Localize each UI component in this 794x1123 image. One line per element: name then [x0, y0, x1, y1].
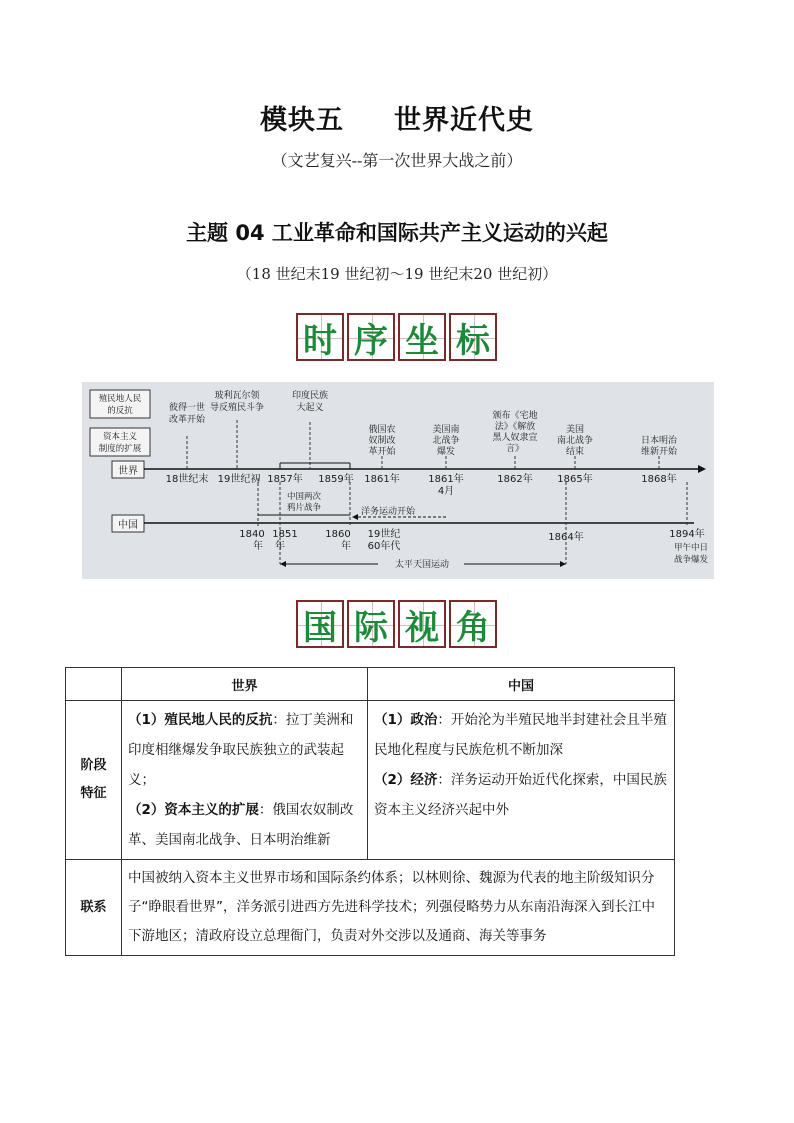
- banner-char: 视: [398, 600, 446, 648]
- connection-cell: 中国被纳入资本主义世界市场和国际条约体系；以林则徐、魏源为代表的地主阶级知识分子“睁眼看世界”，洋务派引进西方先进科学技术；列强侵略势力从东南沿海深入到长江中下游地区；清政府设立总理衙门，负责对外交涉以及通商、海关等事务: [122, 860, 675, 956]
- row-label-features: 阶段 特征: [66, 701, 122, 860]
- date-d7: 1862年: [497, 474, 533, 485]
- event-e2-2: 导反殖民斗争: [209, 403, 265, 413]
- timeline-diagram: [82, 382, 714, 579]
- event-e3-2: 大起义: [296, 403, 324, 413]
- event-sino-japanese-2: 战争爆发: [673, 555, 709, 565]
- date-d9: 1868年: [641, 474, 677, 485]
- china-features-cell: （1）政治：开始沦为半殖民地半封建社会且半殖民地化程度与民族危机不断加深 （2）经济：洋务运动开始近代化探索，中国民族资本主义经济兴起中外: [368, 701, 675, 860]
- header-china: 中国: [368, 668, 675, 701]
- event-opium-1: 中国两次: [286, 492, 322, 502]
- date-c3a: 1860: [325, 529, 351, 540]
- event-e7-3: 结束: [565, 447, 585, 457]
- event-e8-1: 日本明治: [640, 436, 678, 446]
- event-e6-2: 法》《解放: [494, 422, 536, 432]
- taiping-arrow-right: [560, 561, 566, 567]
- table-row: [66, 701, 675, 860]
- banner-char: 角: [449, 600, 497, 648]
- label-world: 世界: [118, 466, 138, 477]
- event-e7-2: 南北战争: [556, 436, 594, 446]
- event-taiping: 太平天国运动: [394, 560, 450, 570]
- event-e8-2: 维新开始: [640, 447, 678, 457]
- event-sino-japanese-1: 甲午中日: [673, 543, 709, 553]
- table-row: [66, 860, 675, 956]
- event-e2-1: 玻利瓦尔领: [214, 391, 260, 401]
- module-title: 模块五 世界近代史: [260, 105, 534, 136]
- date-d6b: 4月: [437, 486, 455, 497]
- banner-international: [296, 600, 497, 648]
- event-opium-2: 鸦片战争: [286, 503, 322, 513]
- event-e6-3: 黑人奴隶宣: [492, 433, 538, 443]
- topic-subtitle: （18 世纪末19 世纪初～19 世纪末20 世纪初）: [236, 265, 558, 283]
- date-d6a: 1861年: [428, 474, 464, 485]
- world-axis-arrow: [698, 465, 706, 473]
- label-colonial-1: 殖民地人民: [98, 394, 142, 404]
- event-e4-3: 革开始: [368, 447, 396, 457]
- date-d8: 1865年: [557, 474, 593, 485]
- date-c2a: 1851: [272, 529, 298, 540]
- date-c1a: 1840: [239, 529, 265, 540]
- date-d2: 19世纪初: [217, 474, 261, 485]
- banner-char: 序: [347, 313, 395, 361]
- date-c2b: 年: [275, 541, 285, 552]
- table-header-row: [66, 668, 675, 701]
- banner-char: 际: [347, 600, 395, 648]
- event-e5-2: 北战争: [432, 436, 460, 446]
- banner-char: 时: [296, 313, 344, 361]
- event-westernization: 洋务运动开始: [360, 507, 416, 517]
- module-subtitle: （文艺复兴--第一次世界大战之前）: [271, 151, 523, 170]
- event-e1-1: 彼得一世: [168, 403, 206, 413]
- date-c6: 1894年: [669, 529, 705, 540]
- banner-char: 标: [449, 313, 497, 361]
- event-e7-1: 美国: [565, 425, 585, 435]
- date-d4: 1859年: [318, 474, 354, 485]
- date-c1b: 年: [253, 541, 263, 552]
- date-d5: 1861年: [364, 474, 400, 485]
- date-c3b: 年: [341, 541, 351, 552]
- event-e6-1: 颁布《宅地: [492, 411, 538, 421]
- date-d3: 1857年: [267, 474, 303, 485]
- banner-timeline: [296, 313, 497, 361]
- taiping-arrow-left: [280, 561, 286, 567]
- date-d1: 18世纪末: [165, 474, 209, 485]
- banner-char: 坐: [398, 313, 446, 361]
- row-label-connection: 联系: [66, 860, 122, 956]
- banner-char: 国: [296, 600, 344, 648]
- date-c5: 1864年: [548, 532, 584, 543]
- event-e3-1: 印度民族: [291, 391, 329, 401]
- world-features-cell: （1）殖民地人民的反抗：拉丁美洲和印度相继爆发争取民族独立的武装起义； （2）资本主义的扩展：俄国农奴制改革、美国南北战争、日本明治维新: [122, 701, 368, 860]
- label-china: 中国: [118, 520, 138, 531]
- event-e6-4: 言》: [505, 444, 525, 454]
- comparison-table: [65, 667, 675, 956]
- label-capitalism-1: 资本主义: [102, 432, 138, 442]
- label-capitalism-2: 制度的扩展: [98, 444, 142, 454]
- westernization-arrow: [352, 514, 358, 520]
- event-e5-1: 美国南: [432, 425, 460, 435]
- topic-title: 主题 04 工业革命和国际共产主义运动的兴起: [186, 221, 608, 245]
- date-c4a: 19世纪: [367, 529, 401, 540]
- label-colonial-2: 的反抗: [107, 406, 133, 416]
- header-world: 世界: [122, 668, 368, 701]
- event-e4-2: 奴制改: [368, 436, 396, 446]
- event-e5-3: 爆发: [436, 447, 456, 457]
- event-e4-1: 俄国农: [368, 425, 396, 435]
- event-e1-2: 改革开始: [168, 415, 206, 425]
- date-c4b: 60年代: [367, 541, 401, 552]
- header-empty: [66, 668, 122, 701]
